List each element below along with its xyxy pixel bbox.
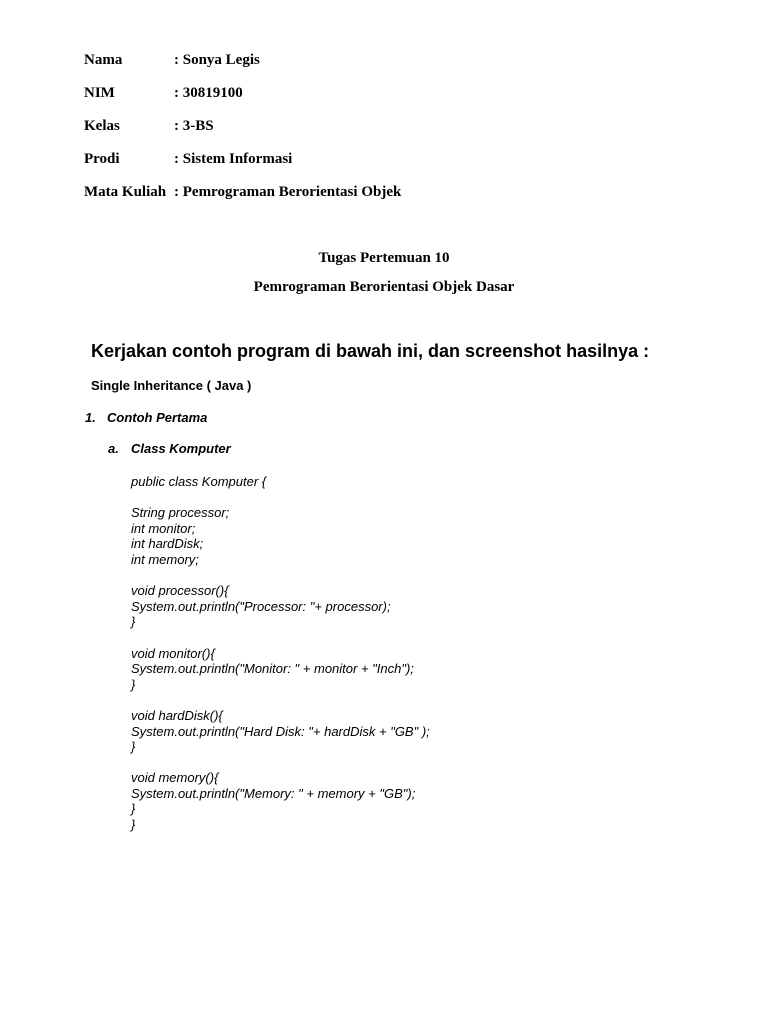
code-line: } <box>131 676 136 692</box>
code-line: int memory; <box>131 551 199 567</box>
list-item-text: Contoh Pertama <box>107 410 208 425</box>
code-line: void hardDisk(){ <box>131 707 223 723</box>
info-row-mata-kuliah <box>84 182 401 202</box>
info-row-nim <box>84 83 243 103</box>
code-line <box>131 630 430 646</box>
list-marker: 1. <box>85 410 96 425</box>
assignment-title: Tugas Pertemuan 10 <box>318 250 450 266</box>
code-line: } <box>131 614 136 630</box>
list-item-1 <box>85 410 207 425</box>
info-label: Prodi <box>84 151 120 167</box>
info-value: : 30819100 <box>174 85 243 101</box>
code-line: System.out.println("Memory: " + memory + "GB"); <box>131 785 416 801</box>
info-row-prodi <box>84 149 292 169</box>
info-value: : Sonya Legis <box>174 52 260 68</box>
info-label: Mata Kuliah <box>84 184 167 200</box>
code-line: void memory(){ <box>131 770 219 786</box>
section-heading: Single Inheritance ( Java ) <box>91 378 252 393</box>
list-item-1a <box>108 441 231 456</box>
info-value: : Pemrograman Berorientasi Objek <box>174 184 402 200</box>
code-line: System.out.println("Processor: "+ processor); <box>131 598 391 614</box>
instruction-heading: Kerjakan contoh program di bawah ini, dan screenshot hasilnya : <box>91 341 650 361</box>
info-label: Kelas <box>84 118 120 134</box>
code-line <box>131 755 430 771</box>
code-line: } <box>131 801 136 817</box>
list-marker: a. <box>108 441 119 456</box>
info-label: Nama <box>84 52 123 68</box>
code-line <box>131 490 430 506</box>
code-line: } <box>131 739 136 755</box>
assignment-subtitle: Pemrograman Berorientasi Objek Dasar <box>253 279 515 295</box>
code-line <box>131 568 430 584</box>
list-item-text: Class Komputer <box>131 441 231 456</box>
info-label: NIM <box>84 85 115 101</box>
code-line: } <box>131 817 136 833</box>
code-line: System.out.println("Monitor: " + monitor + "Inch"); <box>131 661 414 677</box>
code-line: void processor(){ <box>131 583 229 599</box>
code-line: int monitor; <box>131 520 196 536</box>
info-row-kelas <box>84 116 214 136</box>
info-row-nama <box>84 50 260 70</box>
code-line <box>131 692 430 708</box>
code-line: System.out.println("Hard Disk: "+ hardDisk + "GB" ); <box>131 723 430 739</box>
code-line: void monitor(){ <box>131 645 215 661</box>
info-value: : Sistem Informasi <box>174 151 293 167</box>
code-block <box>131 474 430 833</box>
code-line: int hardDisk; <box>131 536 204 552</box>
code-line: String processor; <box>131 505 230 521</box>
info-value: : 3-BS <box>174 118 214 134</box>
code-line: public class Komputer { <box>131 474 267 489</box>
